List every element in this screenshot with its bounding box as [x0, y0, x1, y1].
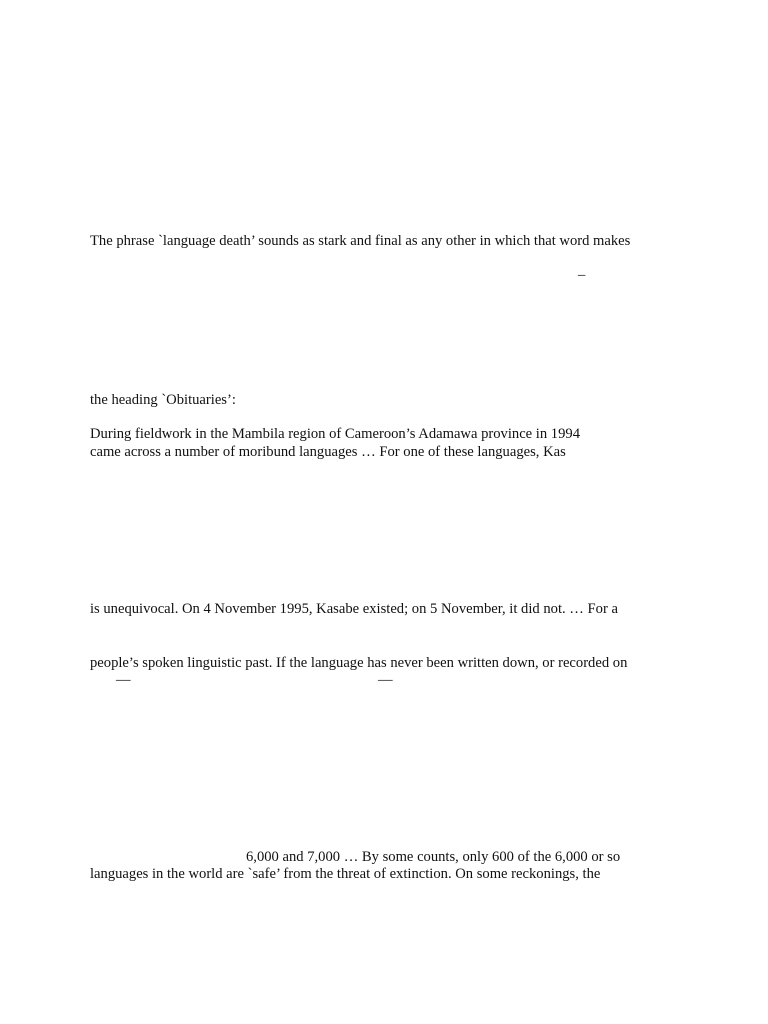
- em-dash-right: —: [378, 672, 393, 688]
- em-dash-left: —: [116, 672, 131, 688]
- en-dash: –: [578, 267, 586, 283]
- paragraph-line-2: the heading `Obituaries’:: [90, 392, 236, 408]
- paragraph-line-1: The phrase `language death’ sounds as stark and final as any other in which that word makes: [90, 233, 631, 249]
- quote-line-4: people’s spoken linguistic past. If the language has never been written down, or recorded on: [90, 655, 628, 671]
- quote-line-5: 6,000 and 7,000 … By some counts, only 600 of the 6,000 or so: [246, 849, 621, 865]
- quote-line-1: During fieldwork in the Mambila region of Cameroon’s Adamawa province in 1994: [90, 426, 580, 442]
- quote-line-6: languages in the world are `safe’ from the threat of extinction. On some reckonings, the: [90, 866, 601, 882]
- quote-line-2: came across a number of moribund languages … For one of these languages, Kas: [90, 444, 566, 460]
- quote-line-3: is unequivocal. On 4 November 1995, Kasabe existed; on 5 November, it did not. … For a: [90, 601, 618, 617]
